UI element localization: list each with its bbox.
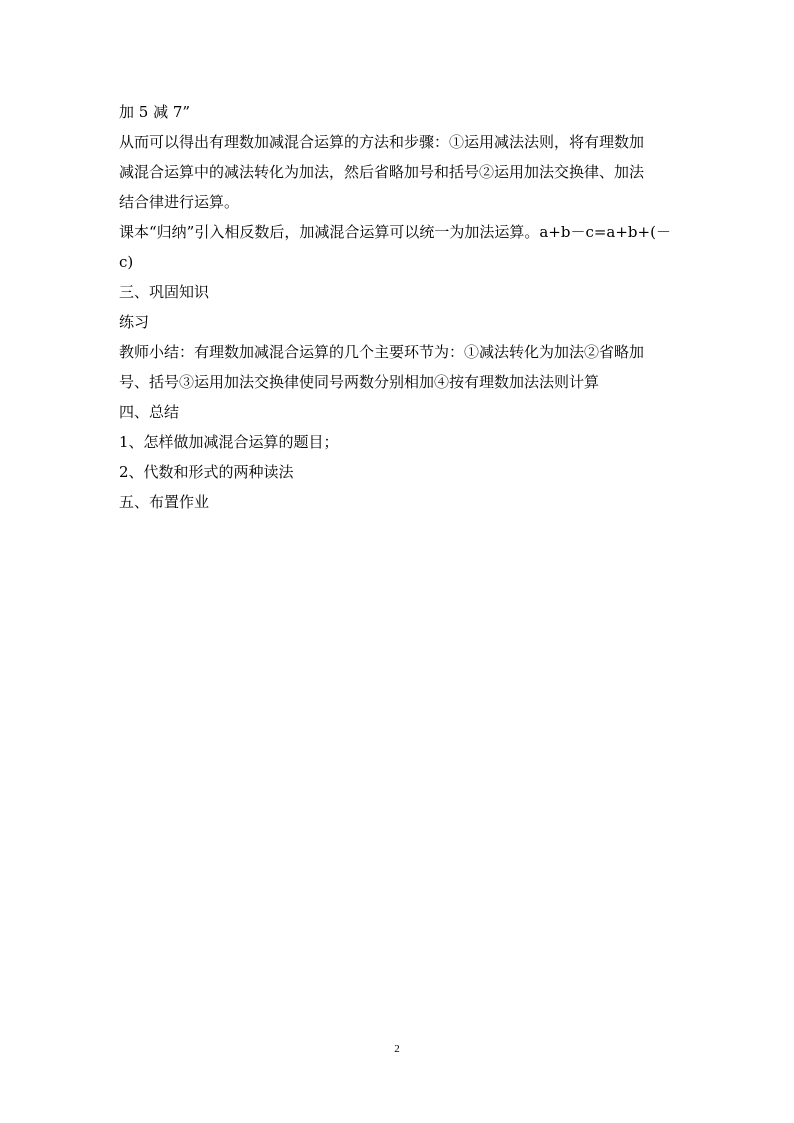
list-item: 1、怎样做加减混合运算的题目； [119, 433, 339, 451]
section-heading: 五、布置作业 [119, 493, 210, 511]
text-line: 减混合运算中的减法转化为加法，然后省略加号和括号②运用加法交换律、加法 [119, 163, 645, 181]
text-line: 从而可以得出有理数加减混合运算的方法和步骤：①运用减法法则，将有理数加 [119, 133, 645, 151]
list-item: 2、代数和形式的两种读法 [119, 463, 294, 481]
page-number: 2 [394, 1043, 400, 1055]
text-line: 号、括号③运用加法交换律使同号两数分别相加④按有理数加法法则计算 [119, 373, 600, 391]
section-heading: 三、巩固知识 [119, 283, 210, 301]
text-line: 加 5 减 7” [119, 103, 191, 121]
section-heading: 四、总结 [119, 403, 180, 421]
text-line: 教师小结：有理数加减混合运算的几个主要环节为：①减法转化为加法②省略加 [119, 343, 645, 361]
text-line: 结合律进行运算。 [119, 193, 240, 211]
text-line: 课本“归纳”引入相反数后，加减混合运算可以统一为加法运算。a+b－c=a+b+(－ [119, 223, 671, 241]
text-line: c) [119, 253, 134, 271]
document-body [119, 97, 675, 517]
text-line: 练习 [119, 313, 150, 331]
